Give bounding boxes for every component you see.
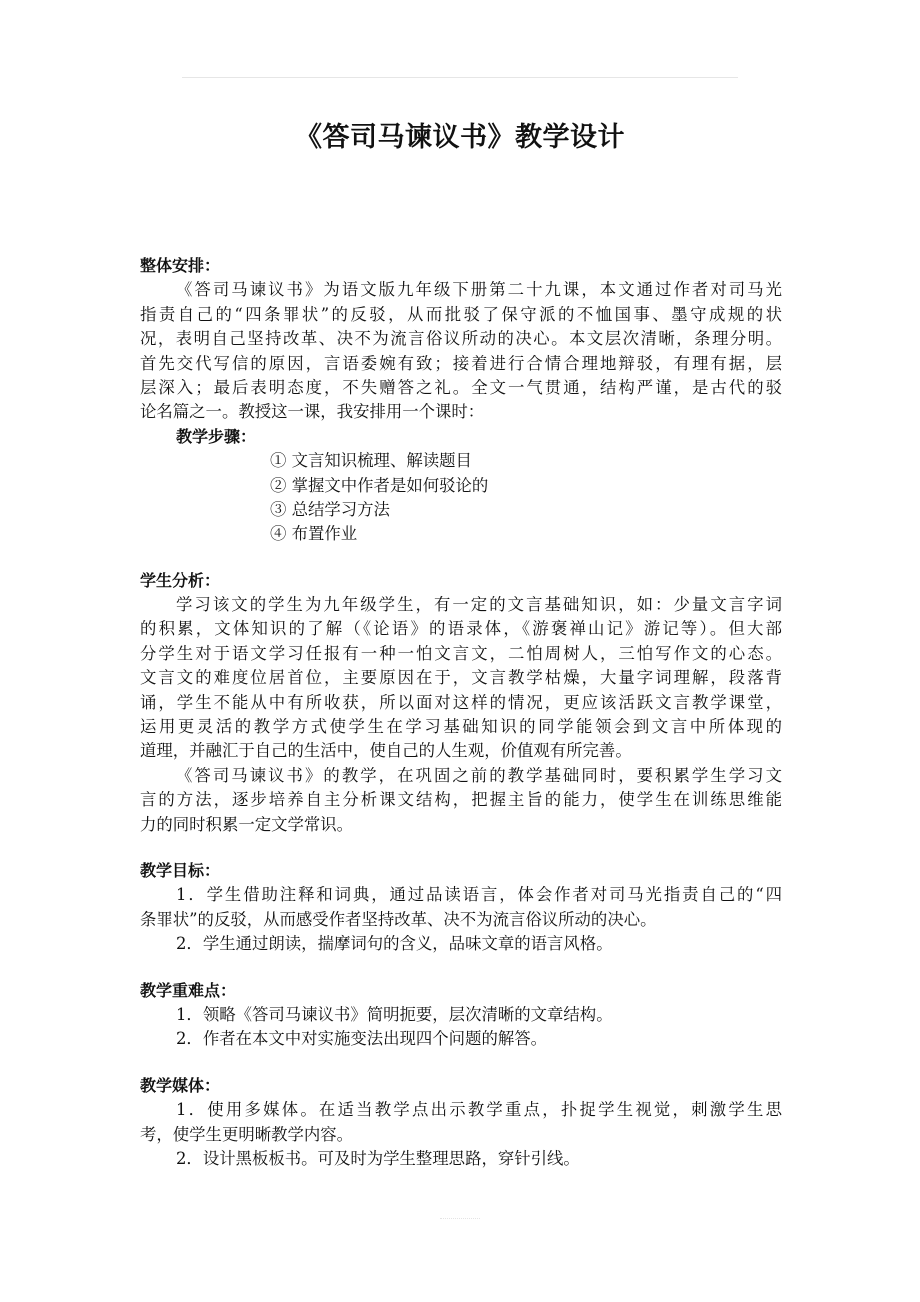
media-line: 考，使学生更明晰教学内容。 <box>140 1124 354 1144</box>
analysis-line: 道理，并融汇于自己的生活中，使自己的人生观，价值观有所完善。 <box>140 741 632 761</box>
analysis-line: 力的同时积累一定文学常识。 <box>140 814 354 834</box>
objective-line: 条罪状”的反驳，从而感受作者坚持改革、决不为流言俗议所动的决心。 <box>140 909 657 929</box>
analysis-line: 运用更灵活的教学方式使学生在学习基础知识的同学能领会到文言中所体现的 <box>140 717 782 737</box>
media-line: 1．使用多媒体。在适当教学点出示教学重点，扑捉学生视觉，刺激学生思 <box>176 1100 782 1120</box>
steps-heading: 教学步骤： <box>176 426 257 446</box>
overview-heading: 整体安排： <box>140 256 221 275</box>
step-item: ④ 布置作业 <box>270 524 358 544</box>
document-body <box>140 254 782 1171</box>
key-point-line: 1．领略《答司马谏议书》简明扼要，层次清晰的文章结构。 <box>176 1004 613 1024</box>
media-line: 2．设计黑板板书。可及时为学生整理思路，穿针引线。 <box>176 1148 580 1168</box>
key-point-line: 2．作者在本文中对实施变法出现四个问题的解答。 <box>176 1029 548 1049</box>
analysis-line: 分学生对于语文学习任报有一种一怕文言文，二怕周树人，三怕写作文的心态。 <box>140 643 782 663</box>
analysis-line: 《答司马谏议书》的教学，在巩固之前的教学基础同时，要积累学生学习文 <box>176 765 782 785</box>
overview-line: 指责自己的“四条罪状”的反驳，从而批驳了保守派的不恤国事、墨守成规的状 <box>140 304 782 324</box>
step-item: ③ 总结学习方法 <box>270 499 390 519</box>
objective-line: 2．学生通过朗读，揣摩词句的含义，品味文章的语言风格。 <box>176 934 613 954</box>
overview-line: 层深入；最后表明态度，不失赠答之礼。全文一气贯通，结构严谨，是古代的驳 <box>140 377 782 397</box>
overview-line: 论名篇之一。教授这一课，我安排用一个课时： <box>140 402 485 422</box>
analysis-line: 学习该文的学生为九年级学生，有一定的文言基础知识，如：少量文言字词 <box>176 595 782 615</box>
document-title: 《答司马谏议书》教学设计 <box>295 122 625 153</box>
step-item: ① 文言知识梳理、解读题目 <box>270 451 472 471</box>
media-heading: 教学媒体： <box>140 1075 221 1095</box>
step-item: ② 掌握文中作者是如何驳论的 <box>270 475 489 495</box>
key-points-heading: 教学重难点： <box>140 980 237 1000</box>
student-analysis-heading: 学生分析： <box>140 570 221 590</box>
objective-line: 1．学生借助注释和词典，通过品读语言，体会作者对司马光指责自己的“四 <box>176 885 782 905</box>
analysis-line: 诵，学生不能从中有所收获，所以面对这样的情况，更应该活跃文言教学课堂， <box>140 692 782 712</box>
analysis-line: 的积累，文体知识的了解（《论语》的语录体，《游褒禅山记》游记等）。但大部 <box>140 619 782 639</box>
analysis-line: 言的方法，逐步培养自主分析课文结构，把握主旨的能力，使学生在训练思维能 <box>140 790 782 810</box>
overview-line: 首先交代写信的原因，言语委婉有致；接着进行合情合理地辩驳，有理有据，层 <box>140 353 782 373</box>
analysis-line: 文言文的难度位居首位，主要原因在于，文言教学枯燥，大量字词理解，段落背 <box>140 668 782 688</box>
objectives-heading: 教学目标： <box>140 860 221 880</box>
overview-line: 《答司马谏议书》为语文版九年级下册第二十九课，本文通过作者对司马光 <box>176 280 782 300</box>
footer-mark <box>440 1218 480 1219</box>
header-rule <box>182 77 738 78</box>
overview-line: 况，表明自己坚持改革、决不为流言俗议所动的决心。本文层次清晰，条理分明。 <box>140 329 782 349</box>
